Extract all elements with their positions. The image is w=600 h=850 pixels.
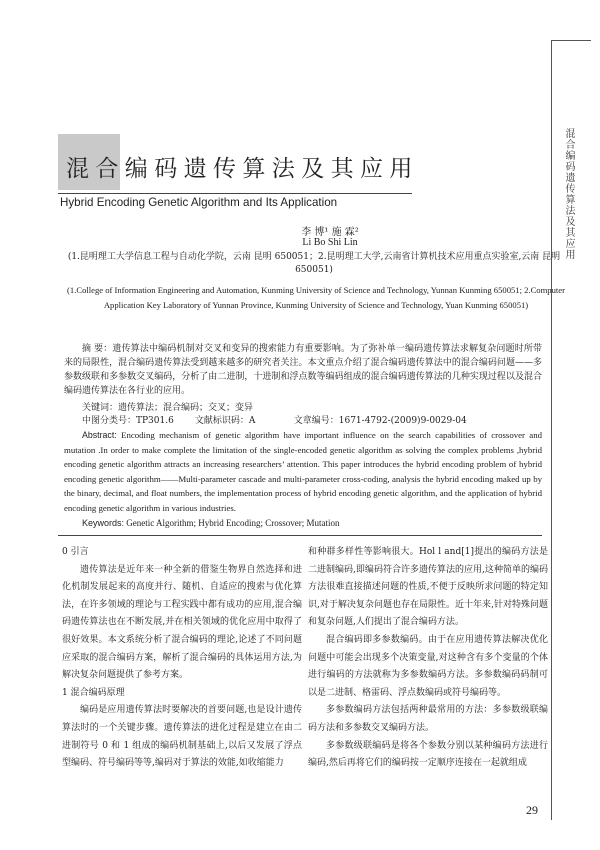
running-title: 混合编码遗传算法及其应用 [563,128,574,260]
classification-line [82,413,542,426]
affiliation-en: (1.College of Information Engineering and Automation, Kunming University of Science and Technology, Yunnan Kunming 650051; 2.Computer Application Key Laboratory of Yunnan Province, Kunming University of Science and Technology, Yuan Kunming 650051) [67,285,565,310]
body-paragraph: 编码是应用遗传算法时要解决的首要问题,也是设计遗传算法时的一个关键步骤。遗传算法的进化过程是建立在由二进制符号 0 和 1 组成的编码机制基础上,以后又发展了浮点型编码、符号编码等等,编码对于算法的效能,如收缩能力 [62,705,302,769]
keywords-cn: 关键词：遗传算法；混合编码；交叉；变异 [82,403,254,413]
body-paragraph: 多参数编码方法包括两种最常用的方法：多参数级联编码方法和多参数交叉编码方法。 [308,705,548,733]
abstract-en [64,428,542,515]
body-column-right [308,544,548,773]
abstract-separator [58,535,542,536]
authors-en: Li Bo Shi Lin [302,237,358,248]
abstract-en-label: Abstract: [82,430,117,440]
body-paragraph: 遗传算法是近年来一种全新的借鉴生物界自然选择和进化机制发展起来的高度并行、随机、自适应的搜索与优化算法，在许多领域的理论与工程实践中都有成功的应用,混合编码遗传算法也在不断发展,并在相关领域的优化应用中取得了很好效果。本文系统分析了混合编码的理论,论述了不同问题应采取的混合编码方案，解析了混合编码的具体运用方法,为解决复杂问题提供了参考方案。 [62,564,302,681]
affiliation-cn: (1.昆明理工大学信息工程与自动化学院，云南 昆明 650051；2.昆明理工大学,云南省计算机技术应用重点实验室,云南 昆明 650051) [67,252,561,275]
section-heading: 0 引言 [62,547,89,557]
body-paragraph: 混合编码即多参数编码。由于在应用遗传算法解决优化问题中可能会出现多个决策变量,对这种含有多个变量的个体进行编码的方法就称为多参数编码方法。多参数编码码制可以是二进制、格雷码、浮点数编码或符号编码等。 [308,634,548,698]
title-cn: 混合编码遗传算法及其应用 [66,156,419,182]
keywords-en-label: Keywords: [82,518,125,528]
side-rule [551,40,552,820]
body-column-left [62,544,302,773]
authors-cn: 李 博¹ 施 霖² [301,227,359,238]
keywords-en [82,518,542,528]
title-en: Hybrid Encoding Genetic Algorithm and Its Application [60,196,338,209]
side-rule-top [551,40,591,41]
abstract-cn: 摘 要：遗传算法中编码机制对交叉和变异的搜索能力有重要影响。为了弥补单一编码遗传算法求解复杂问题时所带来的局限性，混合编码遗传算法受到越来越多的研究者关注。本文重点介绍了混合编码遗传算法中的混合编码问题——多参数级联和多参数交叉编码，分析了由二进制，十进制和浮点数等编码组成的混合编码遗传算法的几种实现过程以及混合编码遗传算法在各行业的应用。 [64,344,542,396]
document-code: 文献标识码：A [194,416,256,426]
abstract-en-text: Encoding mechanism of genetic algorithm have important influence on the search capabilities of crossover and mutation .In order to make complete the limitation of the single-encoded genetic algorithm as solving the complex problems ,hybrid encoding genetic algorithm attracts an increasing researchers’ attention. This paper introduces the hybrid encoding problem of hybrid encoding genetic algorithm——Multi-parameter cascade and multi-parameter cross-coding, analysis the hybrid encoding maked up by the binary, decimal, and float numbers, the implementation process of hybrid encoding genetic algorithm, and the application of hybrid encoding genetic algorithm in various industries. [64,430,543,513]
keywords-en-text: Genetic Algorithm; Hybrid Encoding; Crossover; Mutation [126,518,340,528]
page-number: 29 [526,803,538,817]
body-paragraph-continued: 和种群多样性等影响很大。Hol l and[1]提出的编码方法是二进制编码,即编码符合许多遗传算法的应用,这种简单的编码方法很难直接描述问题的性质,不便于反映所求问题的特定知识,对于解决复杂问题也存在局限性。近十年来,针对特殊问题和复杂问题,人们提出了混合编码方法。 [308,547,548,628]
title-rule [58,193,412,194]
clc-code: 中图分类号：TP301.6 [82,416,174,426]
article-number: 文章编号：1671-4792-(2009)9-0029-04 [293,416,467,426]
section-heading: 1 混合编码原理 [62,687,125,698]
body-paragraph: 多参数级联编码是将各个参数分别以某种编码方法进行编码,然后再将它们的编码按一定顺序连接在一起就组成 [308,740,548,769]
